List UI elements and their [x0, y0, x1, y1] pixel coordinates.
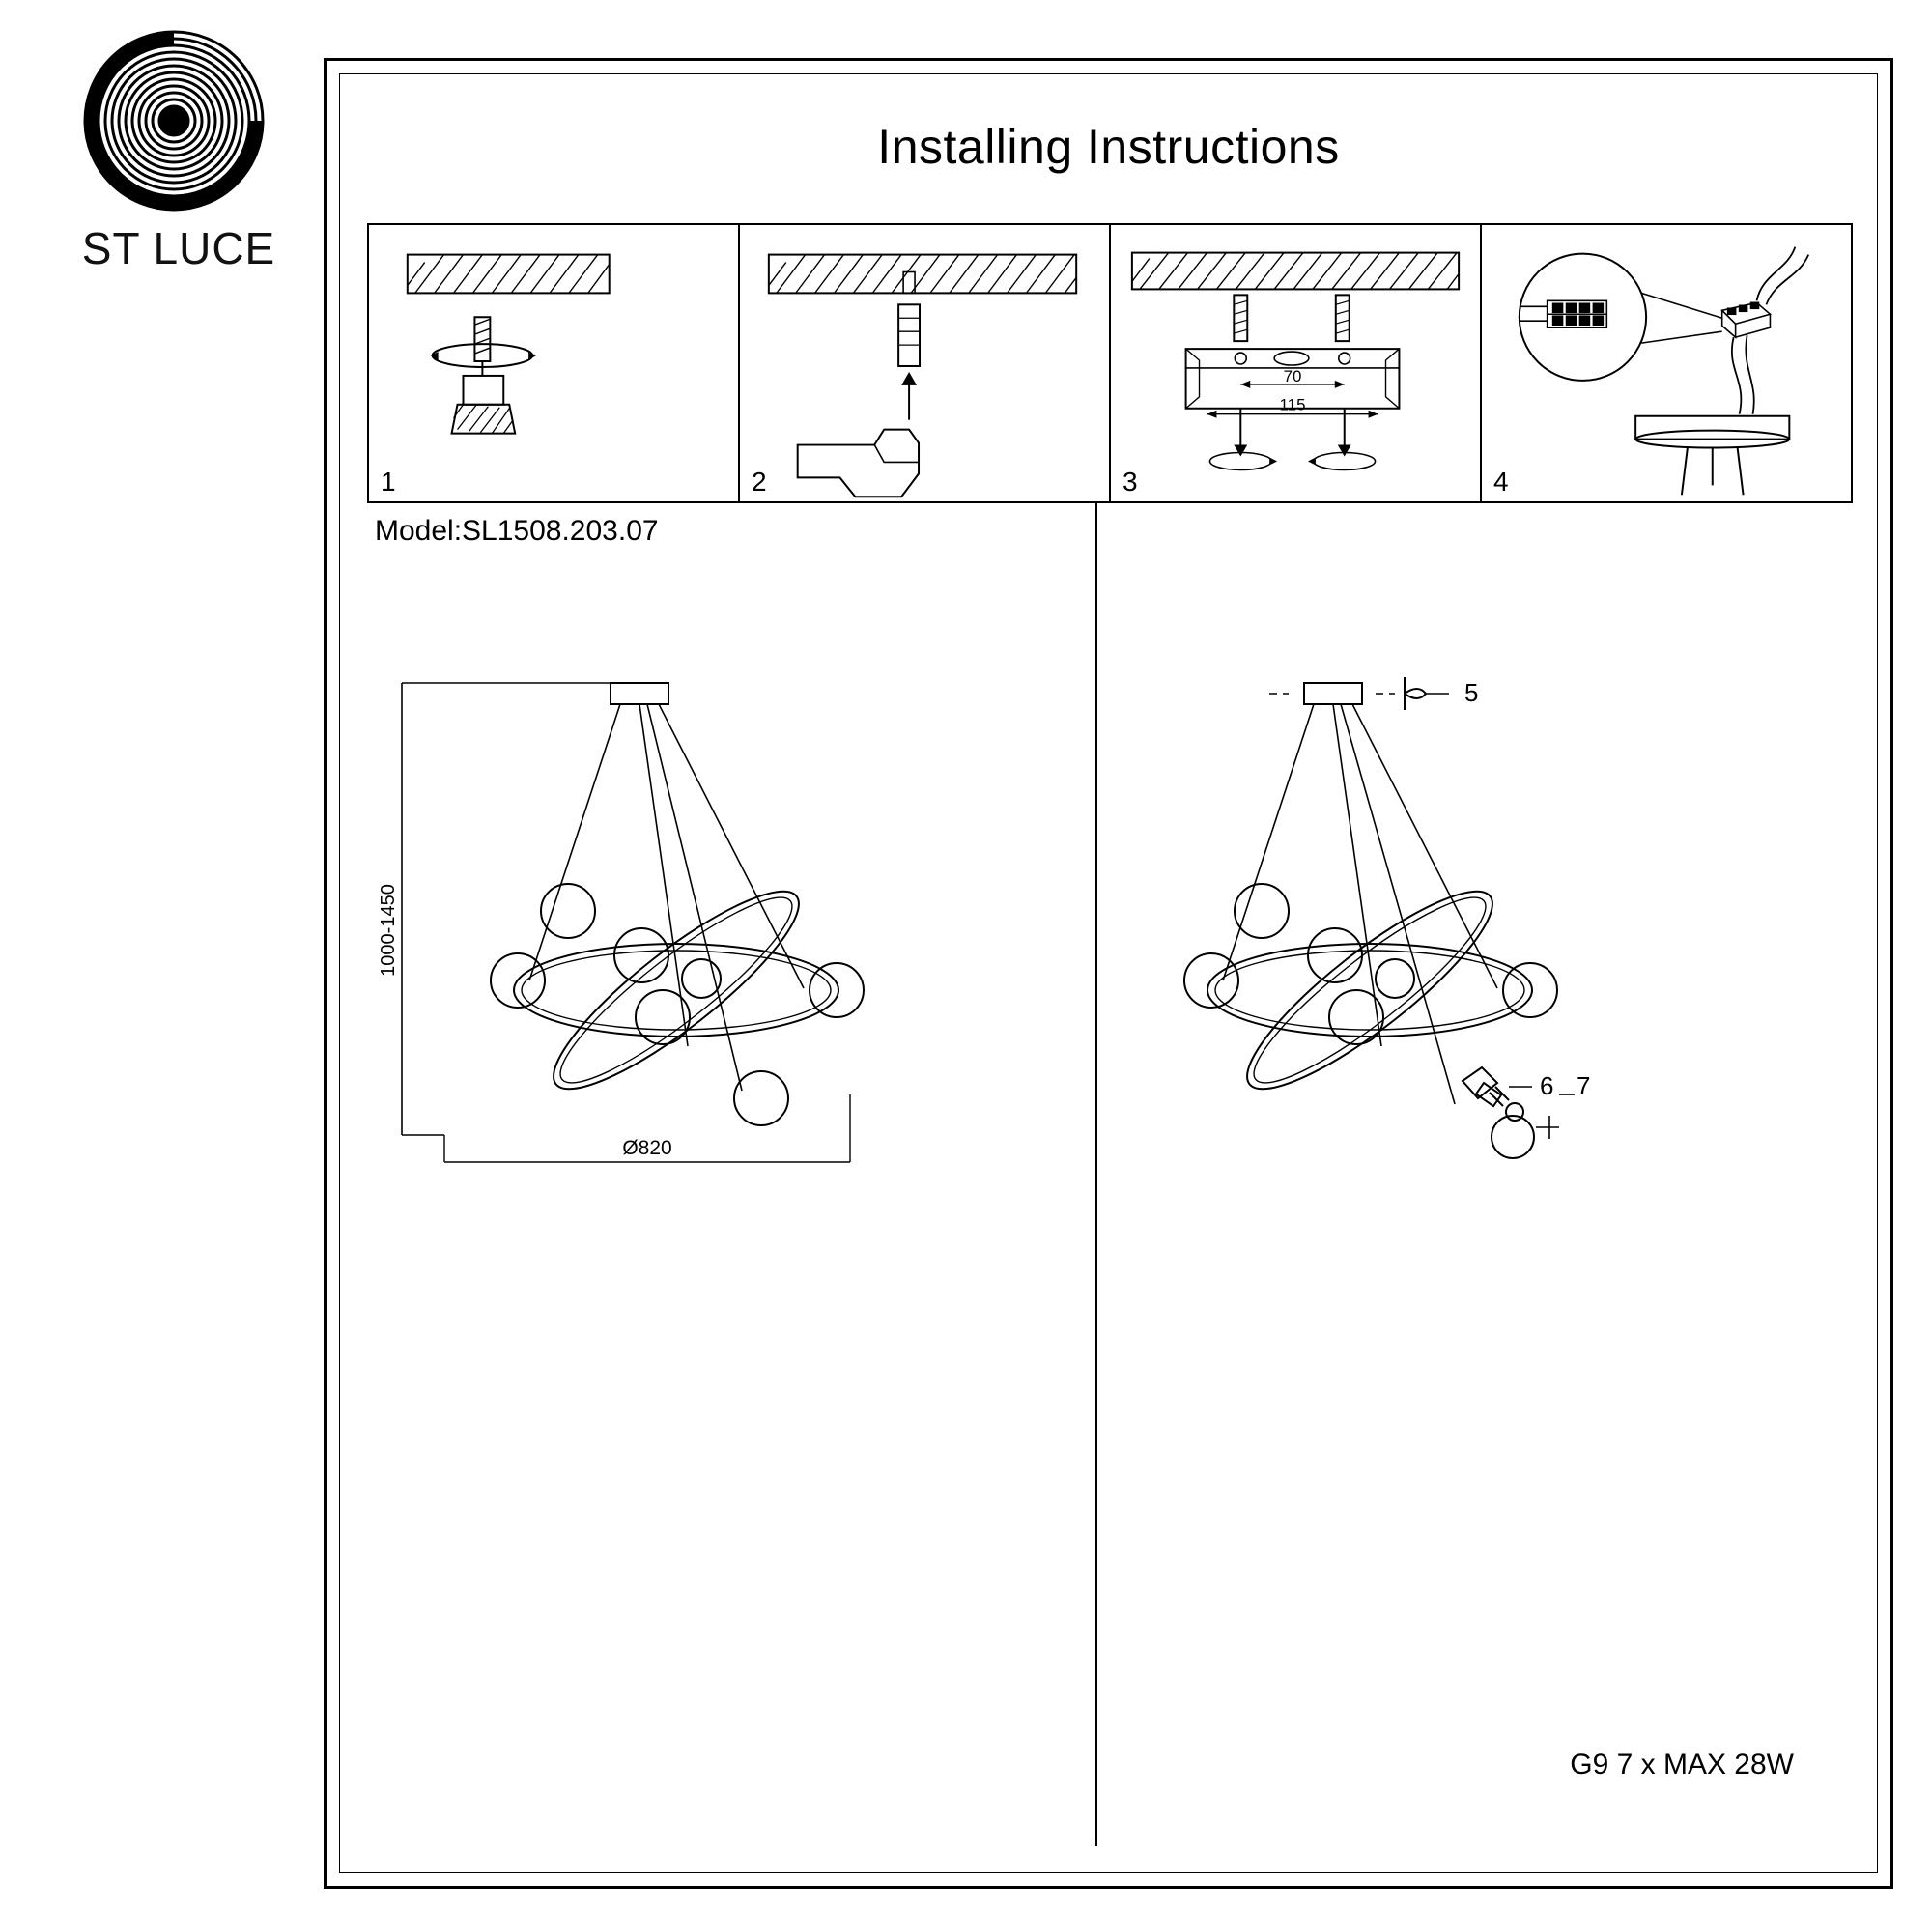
step-number: 2 — [752, 467, 767, 497]
st-luce-spiral-logo-icon — [63, 29, 285, 213]
product-callout-view — [1099, 640, 1853, 1239]
product-dimension-view — [367, 640, 1101, 1239]
step-number: 1 — [381, 467, 396, 497]
glass-globe — [734, 1071, 788, 1125]
wire-connector-icon — [1482, 225, 1851, 501]
step-cell-1 — [369, 225, 740, 501]
instruction-sheet — [324, 58, 1893, 1889]
step-number: 3 — [1122, 467, 1138, 497]
dimension-outer: 115 — [1279, 395, 1306, 414]
drill-ceiling-icon — [369, 225, 738, 501]
lamp-spec-label: G9 7 x MAX 28W — [1570, 1748, 1794, 1780]
glass-globe — [810, 963, 864, 1017]
step-number: 4 — [1493, 467, 1509, 497]
glass-globe — [1235, 884, 1289, 938]
steps-strip — [367, 223, 1853, 503]
diameter-dimension-label: Ø820 — [622, 1137, 672, 1159]
left-fixture-drawing — [367, 640, 1101, 1239]
right-fixture-drawing — [1099, 640, 1853, 1239]
callout-5-label: 5 — [1464, 678, 1479, 707]
glass-globe — [1492, 1116, 1534, 1158]
insert-wall-anchor-icon — [740, 225, 1109, 501]
glass-globe — [614, 928, 668, 982]
glass-globe — [1503, 963, 1557, 1017]
callout-7-label: 7 — [1577, 1071, 1591, 1100]
callout-6-label: 6 — [1540, 1071, 1554, 1100]
dimension-inner: 70 — [1283, 366, 1302, 385]
brand-block — [39, 29, 319, 299]
glass-globe — [1308, 928, 1362, 982]
step-cell-3 — [1111, 225, 1482, 501]
model-label: Model:SL1508.203.07 — [375, 515, 659, 547]
step-cell-2 — [740, 225, 1111, 501]
page-title: Installing Instructions — [877, 120, 1340, 174]
lamp-socket — [1463, 1067, 1523, 1121]
glass-globe — [1376, 959, 1414, 998]
step-cell-4 — [1482, 225, 1851, 501]
glass-globe — [541, 884, 595, 938]
height-dimension-label: 1000-1450 — [378, 884, 399, 977]
mount-bracket-icon — [1111, 225, 1480, 501]
brand-name: ST LUCE — [81, 223, 276, 273]
